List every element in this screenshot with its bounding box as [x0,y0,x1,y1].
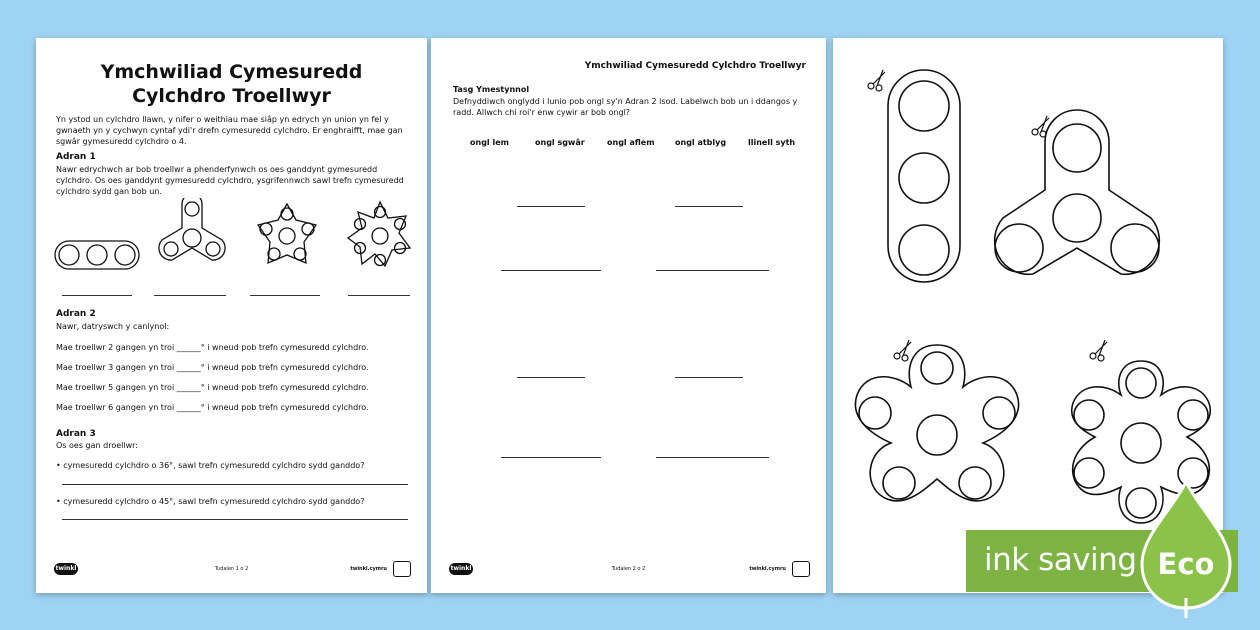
drawing-line[interactable] [517,206,585,207]
angle-label-right: ongl sgwâr [535,138,585,147]
adran2-item: Mae troellwr 6 gangen yn troi ______° i wneud pob trefn cymesuredd cylchdro. [56,403,369,412]
answer-line-q1[interactable] [62,484,408,485]
adran1-heading: Adran 1 [56,152,96,162]
spinner-5-branch-large [855,345,1018,501]
spinner-6-branch [348,202,410,266]
adran3-question-1: • cymesuredd cylchdro o 36°, sawl trefn cymesuredd cylchdro sydd ganddo? [56,461,365,470]
adran2-intro: Nawr, datryswch y canlynol: [56,322,170,331]
drawing-line[interactable] [501,270,601,271]
worksheet-page-2 [431,38,826,593]
page-footer [36,553,427,593]
spinner-5-branch [258,204,316,263]
adran2-heading: Adran 2 [56,309,96,319]
drawing-line[interactable] [517,377,585,378]
intro-text: Yn ystod un cylchdro llawn, y nifer o weithiau mae siâp yn edrych yn union yn fel y gwnaeth yn y cychwyn cyntaf ydi'r drefn cymesuredd cylchdro. Er enghraifft, mae gan sgwâr gymesuredd cylchdro o 4. [56,115,403,146]
page-title-line2: Cylchdro Troellwyr [132,85,331,107]
page-number: Tudalen 2 o 2 [611,566,646,572]
page-title-line1: Ymchwiliad Cymesuredd [100,61,363,83]
angle-label-obtuse: ongl aflem [607,138,655,147]
spinner-2-branch [55,241,139,269]
task-text: Defnyddiwch onglydd i lunio pob ongl sy'n Adran 2 isod. Labelwch bob un i ddangos y radd. Allwch chi roi'r enw cywir ar bob ongl? [453,97,798,117]
worksheet-page-1 [36,38,427,593]
drawing-line[interactable] [656,270,769,271]
spinner-3-branch-large [995,110,1160,274]
answer-line-4[interactable] [348,295,410,296]
page-footer [431,553,826,593]
adran3-heading: Adran 3 [56,429,96,439]
scissors-icon [868,70,885,91]
answer-line-3[interactable] [250,295,320,296]
angle-label-acute: ongl lem [470,138,509,147]
adran2-item: Mae troellwr 3 gangen yn troi ______° i wneud pob trefn cymesuredd cylchdro. [56,363,369,372]
quality-seal-icon [792,561,810,577]
eco-label: Eco [1157,547,1215,581]
drawing-line[interactable] [675,377,743,378]
twinkl-logo: twinkl [449,563,473,575]
angle-label-straight: llinell syth [748,138,796,147]
spinner-row [52,198,422,278]
answer-line-1[interactable] [62,295,132,296]
site-url: twinkl.cymru [350,566,387,572]
drawing-line[interactable] [656,457,769,458]
page-header: Ymchwiliad Cymesuredd Cylchdro Troellwyr [584,61,806,71]
adran3-question-2: • cymesuredd cylchdro o 45°, sawl trefn cymesuredd cylchdro sydd ganddo? [56,497,365,506]
adran1-text: Nawr edrychwch ar bob troellwr a phenderfynwch os oes ganddynt gymesuredd cylchdro. Os oes ganddynt gymesuredd cylchdro, ysgrifennwch sawl trefn cymesuredd cylchdro sydd gan bob un. [56,165,404,196]
task-heading: Tasg Ymestynnol [453,85,530,94]
drawing-line[interactable] [675,206,743,207]
scissors-icon [894,340,911,361]
adran3-intro: Os oes gan droellwr: [56,441,138,450]
adran2-item: Mae troellwr 2 gangen yn troi ______° i wneud pob trefn cymesuredd cylchdro. [56,343,369,352]
spinner-2-branch-large [888,70,960,282]
answer-line-2[interactable] [154,295,226,296]
adran2-item: Mae troellwr 5 gangen yn troi ______° i wneud pob trefn cymesuredd cylchdro. [56,383,369,392]
angle-label-reflex: ongl atblyg [675,138,727,147]
twinkl-logo: twinkl [54,563,78,575]
spinner-3-branch [159,198,225,260]
page-number: Tudalen 1 o 2 [214,566,249,572]
answer-line-q2[interactable] [62,519,408,520]
scissors-icon [1090,340,1107,361]
quality-seal-icon [393,561,411,577]
ink-saving-label: ink saving [984,542,1137,578]
eco-leaf-icon [1138,480,1234,620]
drawing-line[interactable] [501,457,601,458]
site-url: twinkl.cymru [749,566,786,572]
